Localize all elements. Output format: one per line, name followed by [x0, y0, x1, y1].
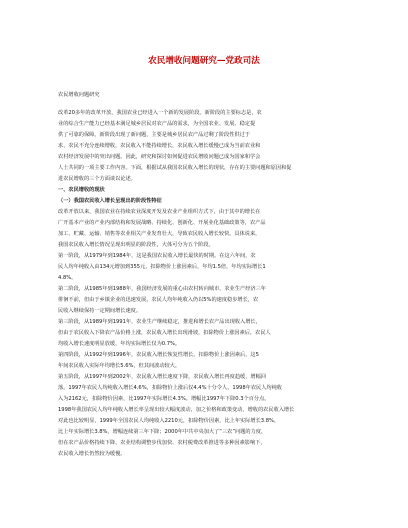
paragraph-line: 但在农产品价格持续下降、农业结构调整步伐加快、农村税费改革推进等多种因素影响下，	[58, 440, 266, 446]
paragraph-line: 第五阶段，从1997年到2002年，农民收入增长速度下降，农民收入增长再度趋缓，增幅回	[58, 374, 266, 380]
paragraph-line: 民人均年纯收入由134元增加到355元，扣除物价上涨因素后，年均1.5倍，年均实际增长1	[58, 264, 266, 270]
paragraph-line: 供了可靠的保障。新阶段出现了新问题，主要是城乡居民农产品过剩了阶段性供过于	[58, 132, 250, 138]
paragraph-line: 加工、贮藏、运输、销售等农业相关产业发育壮大，导致农民收入增长较快。具体说来，	[58, 231, 261, 237]
paragraph-line: 进农民增收的三个方面谈以论述。	[58, 176, 136, 182]
paragraph-line: 对此也比较明显，1999年全国农民人均纯收入2210元，扣除物价因素，比上年实际增长3.8%，	[58, 418, 280, 424]
paragraph-line: 改革开放以来，我国农业在持续农业深度开发及农业产业组织方式下，由于其中的增长在	[58, 209, 261, 215]
paragraph-line: 民收入继续保持一定期间增长速度。	[58, 308, 142, 314]
paragraph-line: 改革20多年的改革开放，我国农业已经进入一个新的发展阶段。新阶段的主要标志是，农	[58, 110, 262, 116]
paragraph-line: 农村经济发展中的突出问题。因此，研究和探讨如何促进农民增收问题已成为国家和学会	[58, 154, 261, 160]
paragraph-line: 第一阶段，从1979年到1984年，这是我国农民收入增长最快的时期。在这六年间，农	[58, 253, 256, 259]
paragraph-line: 第四阶段，从1992年到1996年，农民收入增长恢复性增长。扣除物价上涨因素后，这5	[58, 352, 259, 358]
paragraph-line: 农民收入增长仍然较为缓慢。	[58, 451, 126, 457]
section-gap	[58, 101, 354, 108]
paragraph-line: 第二阶段，从1985年到1988年，我国经济发展的重心由农村转向城市，农业生产经济三年	[58, 286, 266, 292]
paragraph-line: 4.8%。	[58, 275, 77, 281]
paragraph-line: （一）我国农民收入增长呈现出的阶段性特征	[58, 198, 162, 204]
paragraph-line: 但由于农民收入下降农产品价格上涨，农民收入增长出现滑坡，扣除物价上涨因素后，农民人	[58, 330, 271, 336]
paragraph-line: 人士共同的一项主要工作内容。下面，根据试从我国农民收入增长的现状，存在的主要问题和原因和促	[58, 165, 292, 171]
paragraph-line: 我国农民收入增长情况呈现出明显的阶段性，大体可分为五个阶段。	[58, 242, 214, 248]
paragraph-line: 广开基本产业的产业内部结构和发展战略、持续化、创新化、开展业化基础政策等，农产品	[58, 220, 266, 226]
paragraph-line: 业的综合生产能力已经基本满足城乡居民对农产品的需求，为全国农业、发展、稳定提	[58, 121, 256, 127]
paragraph-line: 均收入增长速度明显放缓，年均实际增长仅为0.7%。	[58, 341, 181, 347]
section-label: 农民增收问题研究	[58, 92, 100, 98]
paragraph-line: 第三阶段，从1989年到1991年，农业生产继续稳定，推进和增长农产品出现收入增长，	[58, 319, 261, 325]
paragraph-line: 入为2162元，扣除物价因素，比1997年实际增长4.3%。增幅比1997年下降0.3个百分点。	[58, 396, 270, 402]
paragraph-line: 一、农民增收的现状	[58, 187, 105, 193]
paragraph-line: 徘徊不前，但由于乡镇企业的迅速发展，农民人均年纯收入仍以5%的速度稳步增长，农	[58, 297, 259, 303]
document-body	[58, 90, 354, 460]
document-title: 农民增收问题研究—党政司法	[148, 56, 260, 66]
paragraph-line: 求，农民不充分连续增收，农民收入不能持续增长，农民收入增长缓慢已成为当前农业和	[58, 143, 261, 149]
paragraph-line: 比上年实际增长3.8%，增幅连续第三年下降；2000年中共中央加大了“三农”问题的力度，	[58, 429, 267, 435]
paragraph-line: 1998年我国农民人均年纯收入增长率呈现出较大幅度波动，加之价格和政策变动，增收的农民收入增长	[58, 407, 295, 413]
paragraph-line: 落。1997年农民人均纯收入增长4.6%，扣除物价上涨后仅4.4%十分令人，1998年农民人均纯收	[58, 385, 282, 391]
paragraph-line: 年间农民收入实际年均增长5.6%，但其间波动较大。	[58, 363, 181, 369]
